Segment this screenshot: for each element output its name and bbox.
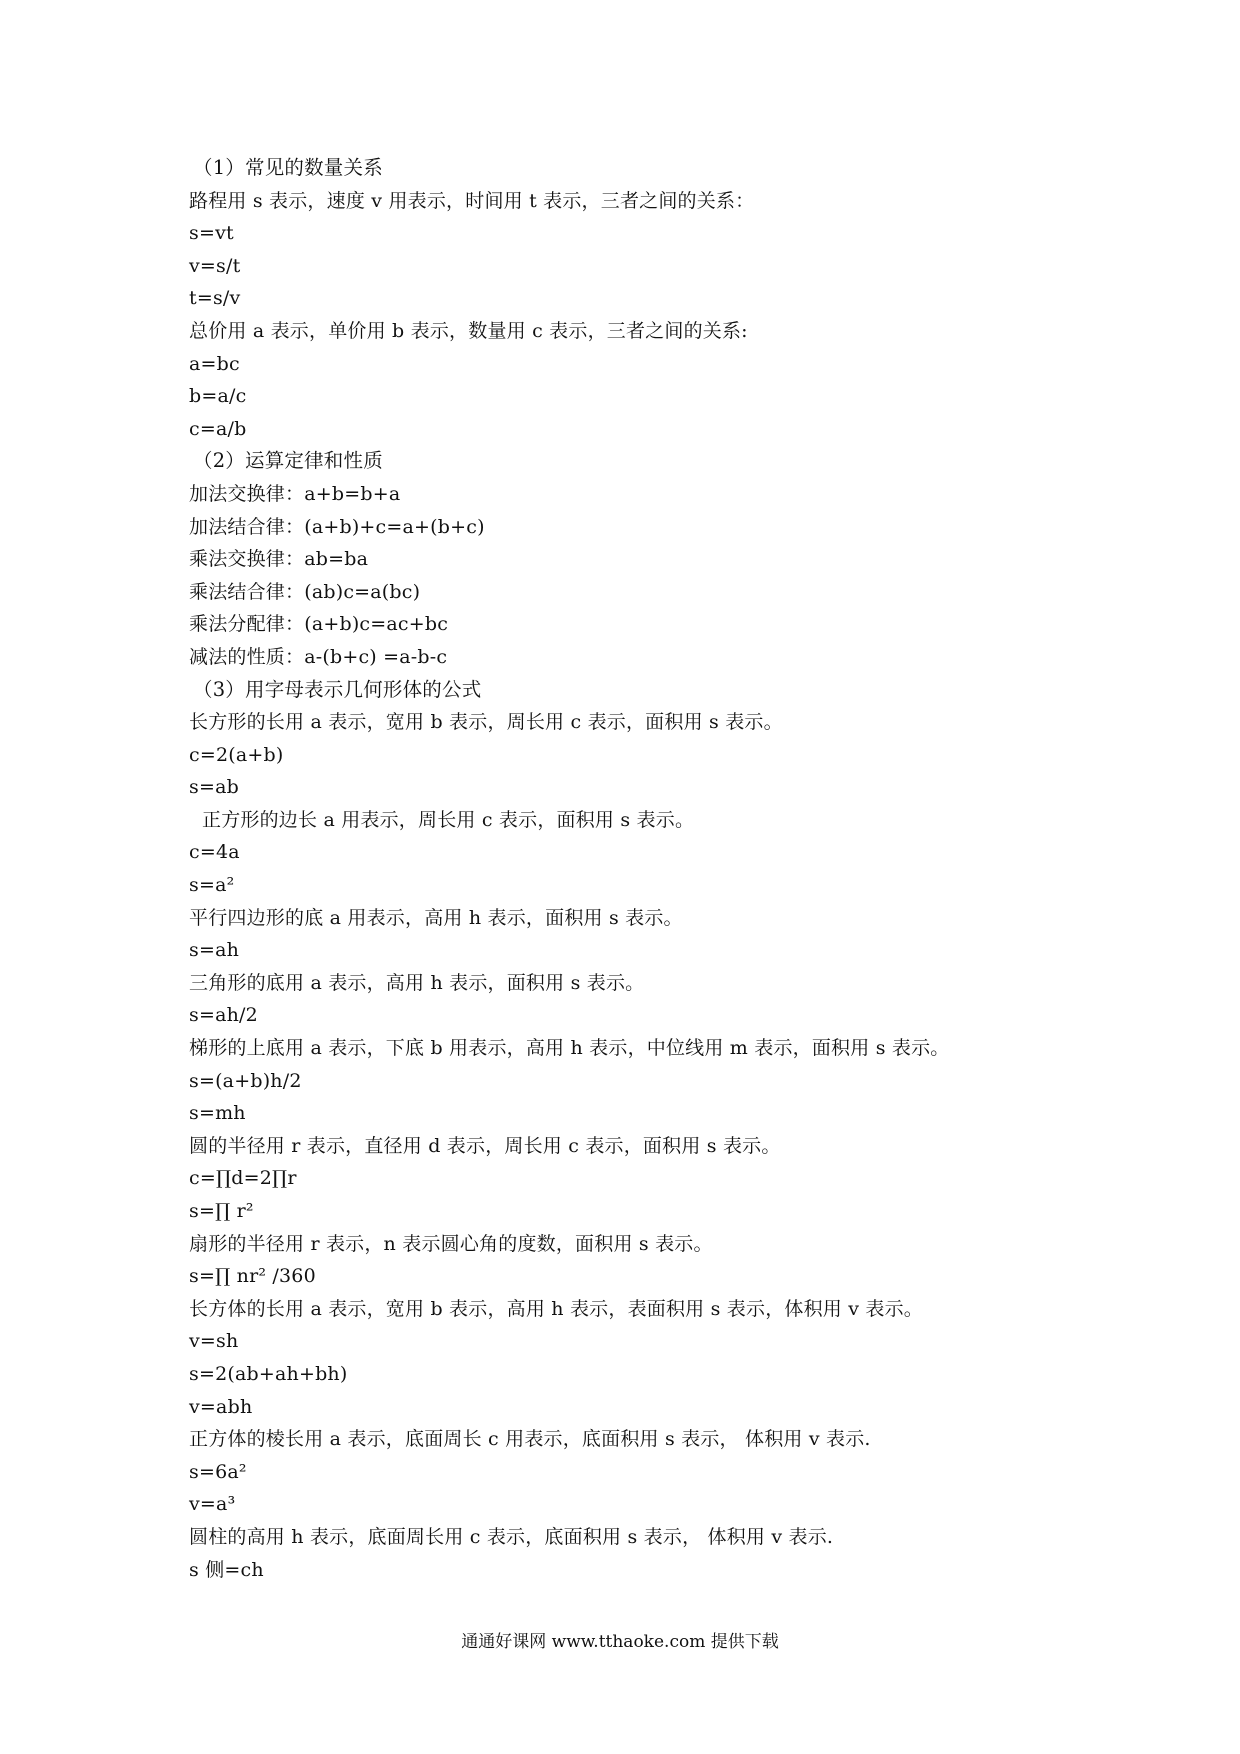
formula-line: 乘法分配律：(a+b)c=ac+bc: [189, 613, 449, 636]
text-line: 平行四边形的底 a 用表示，高用 h 表示，面积用 s 表示。: [189, 906, 683, 929]
formula-line: c=2(a+b): [189, 743, 284, 766]
formula-line: 加法结合律：(a+b)+c=a+(b+c): [189, 515, 485, 538]
formula-line: t=s/v: [189, 287, 241, 310]
formula-line: s=(a+b)h/2: [189, 1069, 302, 1092]
text-line: 梯形的上底用 a 表示，下底 b 用表示，高用 h 表示，中位线用 m 表示，面积用 s 表示。: [189, 1037, 950, 1060]
formula-line: s=∏ r²: [189, 1200, 254, 1222]
formula-line: 加法交换律：a+b=b+a: [189, 482, 401, 505]
formula-line: v=sh: [189, 1330, 239, 1353]
formula-line: v=s/t: [189, 254, 241, 277]
formula-line: s=a²: [189, 874, 235, 897]
formula-line: s=mh: [189, 1102, 246, 1125]
text-line: 正方体的棱长用 a 表示，底面周长 c 用表示，底面积用 s 表示， 体积用 v 表示.: [189, 1428, 871, 1451]
formula-line: c=∏d=2∏r: [189, 1167, 297, 1190]
formula-line: 乘法结合律：(ab)c=a(bc): [189, 580, 421, 603]
section-heading-geometry-formulas: （3）用字母表示几何形体的公式: [193, 677, 482, 701]
text-line: 长方体的长用 a 表示，宽用 b 表示，高用 h 表示，表面积用 s 表示，体积用 v 表示。: [189, 1297, 924, 1320]
text-line: 正方形的边长 a 用表示，周长用 c 表示，面积用 s 表示。: [202, 808, 695, 831]
text-line: 长方形的长用 a 表示，宽用 b 表示，周长用 c 表示，面积用 s 表示。: [189, 711, 783, 734]
formula-line: s=ab: [189, 776, 239, 799]
text-line: 扇形的半径用 r 表示，n 表示圆心角的度数，面积用 s 表示。: [189, 1232, 713, 1255]
section-heading-quantity-relations: （1）常见的数量关系: [193, 156, 383, 179]
formula-line: s=ah: [189, 939, 240, 962]
formula-line: a=bc: [189, 352, 240, 375]
text-line: 圆的半径用 r 表示，直径用 d 表示，周长用 c 表示，面积用 s 表示。: [189, 1134, 781, 1157]
formula-line: s=ah/2: [189, 1004, 258, 1027]
formula-line: v=a³: [189, 1493, 236, 1516]
formula-line: c=a/b: [189, 417, 247, 440]
formula-line: s=∏ nr² /360: [189, 1265, 316, 1288]
text-line: 圆柱的高用 h 表示，底面周长用 c 表示，底面积用 s 表示， 体积用 v 表示.: [189, 1525, 834, 1548]
page-footer: 通通好课网 www.tthaoke.com 提供下载: [461, 1632, 779, 1652]
text-line: 三角形的底用 a 表示，高用 h 表示，面积用 s 表示。: [189, 971, 645, 994]
formula-line: s 侧=ch: [189, 1558, 264, 1581]
formula-line: v=abh: [189, 1395, 253, 1418]
document-body: [189, 152, 1089, 1586]
text-line: 总价用 a 表示，单价用 b 表示，数量用 c 表示，三者之间的关系:: [189, 319, 748, 342]
formula-line: s=2(ab+ah+bh): [189, 1362, 348, 1385]
formula-line: 减法的性质：a-(b+c) =a-b-c: [189, 645, 448, 668]
formula-line: s=vt: [189, 222, 234, 245]
formula-line: c=4a: [189, 841, 240, 864]
formula-line: s=6a²: [189, 1460, 247, 1483]
section-heading-operation-laws: （2）运算定律和性质: [193, 449, 383, 473]
formula-line: 乘法交换律：ab=ba: [189, 548, 369, 571]
formula-line: b=a/c: [189, 385, 247, 408]
text-line: 路程用 s 表示，速度 v 用表示，时间用 t 表示，三者之间的关系：: [189, 189, 755, 212]
